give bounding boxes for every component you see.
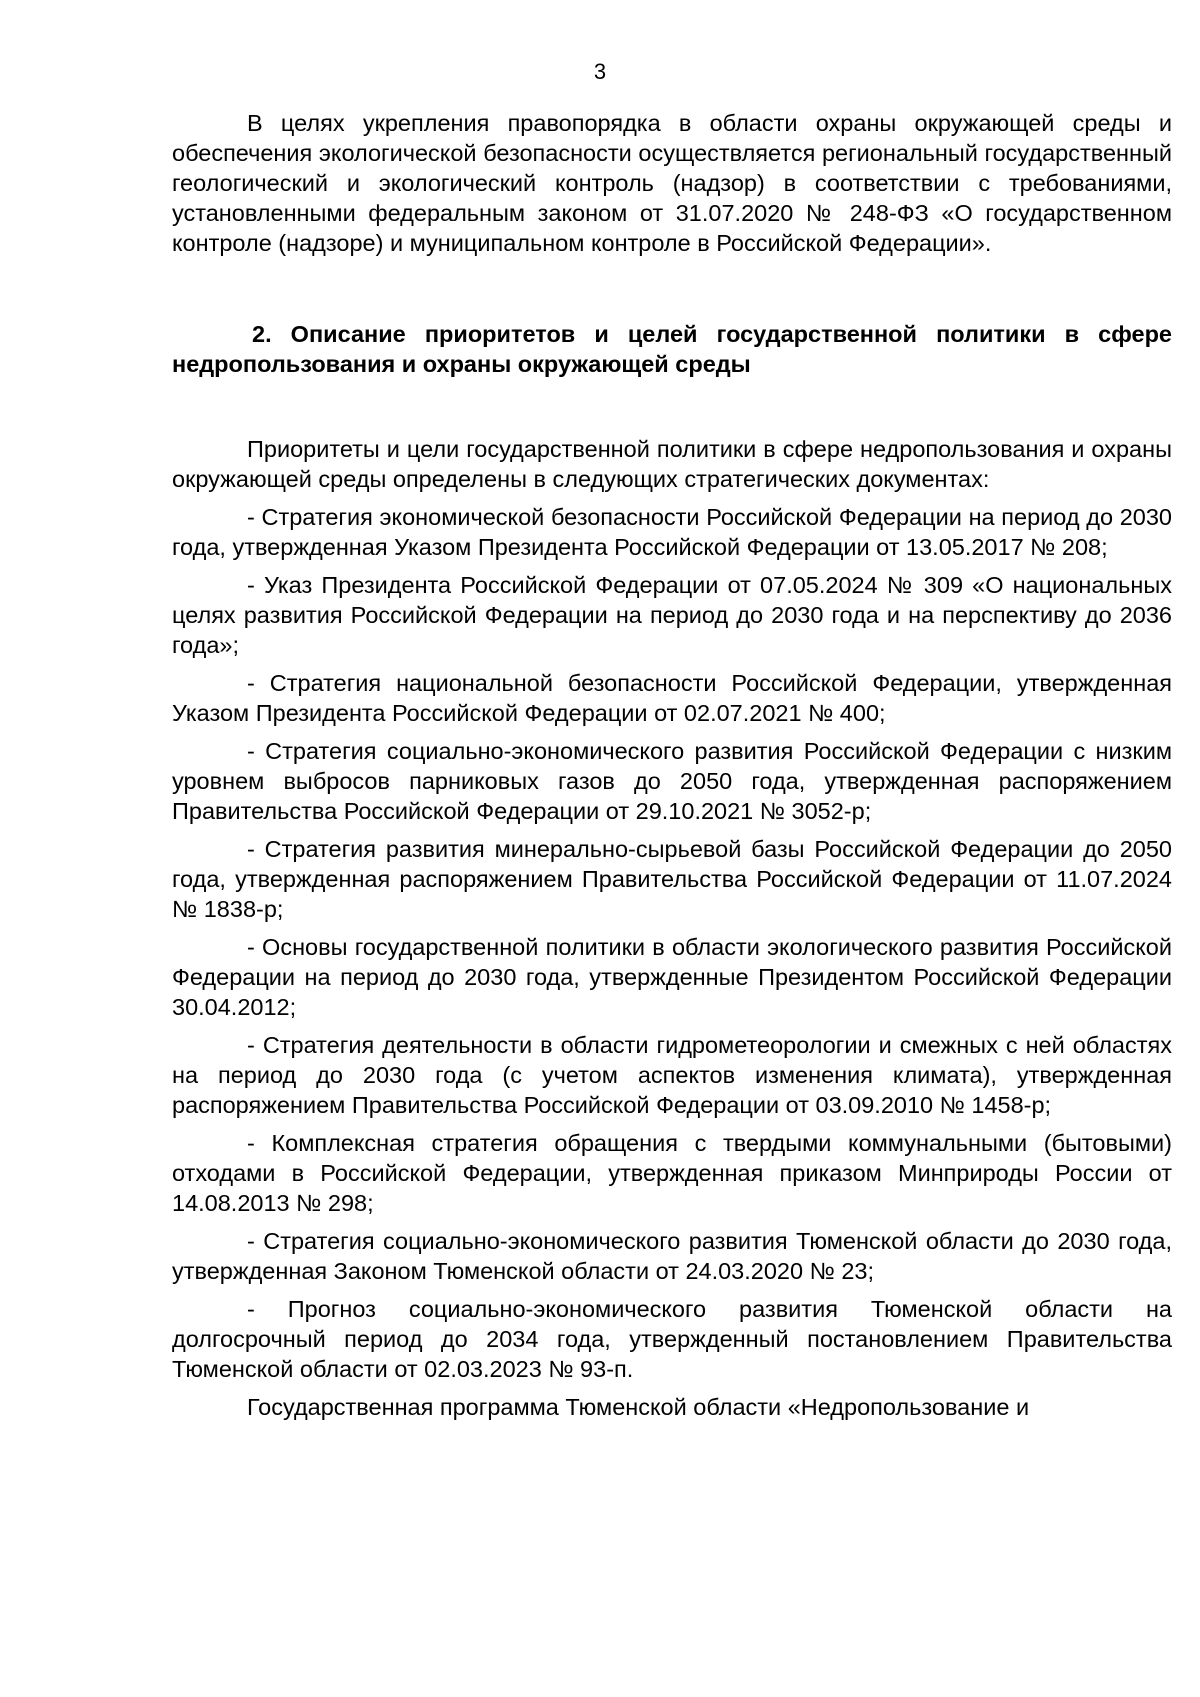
section-heading: 2. Описание приоритетов и целей государственной политики в сфере недропользования и охраны окружающей среды <box>172 321 1172 377</box>
page-number: 3 <box>593 59 607 84</box>
document-list-item: - Комплексная стратегия обращения с твердыми коммунальными (бытовыми) отходами в Российской Федерации, утвержденная приказом Минприроды России от 14.08.2013 № 298; <box>172 1130 1172 1216</box>
document-list-item: - Указ Президента Российской Федерации от 07.05.2024 № 309 «О национальных целях развития Российской Федерации на период до 2030 года и на перспективу до 2036 года»; <box>172 572 1172 658</box>
document-list-item: - Стратегия экономической безопасности Российской Федерации на период до 2030 года, утвержденная Указом Президента Российской Федерации от 13.05.2017 № 208; <box>172 504 1172 560</box>
document-body <box>172 108 1172 1422</box>
document-list-item: - Стратегия социально-экономического развития Тюменской области до 2030 года, утвержденная Законом Тюменской области от 24.03.2020 № 23; <box>172 1228 1172 1284</box>
closing-paragraph: Государственная программа Тюменской области «Недропользование и <box>247 1394 1030 1420</box>
document-list-item: - Стратегия социально-экономического развития Российской Федерации с низким уровнем выбросов парниковых газов до 2050 года, утвержденная распоряжением Правительства Российской Федерации от 29.10.2021 № 3052-р; <box>172 738 1172 824</box>
document-list-item: - Стратегия деятельности в области гидрометеорологии и смежных с ней областях на период до 2030 года (с учетом аспектов изменения климата), утвержденная распоряжением Правительства Российской Федерации от 03.09.2010 № 1458-р; <box>172 1032 1172 1118</box>
document-list-item: - Стратегия национальной безопасности Российской Федерации, утвержденная Указом Президента Российской Федерации от 02.07.2021 № 400; <box>172 670 1172 726</box>
intro-paragraph: В целях укрепления правопорядка в области охраны окружающей среды и обеспечения экологической безопасности осуществляется региональный государственный геологический и экологический контроль (надзор) в соответствии с требованиями, установленными федеральным законом от 31.07.2020 № 248-ФЗ «О государственном контроле (надзоре) и муниципальном контроле в Российской Федерации». <box>172 110 1172 256</box>
document-list-item: - Основы государственной политики в области экологического развития Российской Федерации на период до 2030 года, утвержденные Президентом Российской Федерации 30.04.2012; <box>172 934 1172 1020</box>
priorities-intro-paragraph: Приоритеты и цели государственной политики в сфере недропользования и охраны окружающей среды определены в следующих стратегических документах: <box>172 436 1172 492</box>
document-list-item: - Стратегия развития минерально-сырьевой базы Российской Федерации до 2050 года, утвержденная распоряжением Правительства Российской Федерации от 11.07.2024 № 1838-р; <box>172 836 1172 922</box>
document-list-item: - Прогноз социально-экономического развития Тюменской области на долгосрочный период до 2034 года, утвержденный постановлением Правительства Тюменской области от 02.03.2023 № 93-п. <box>172 1296 1172 1382</box>
